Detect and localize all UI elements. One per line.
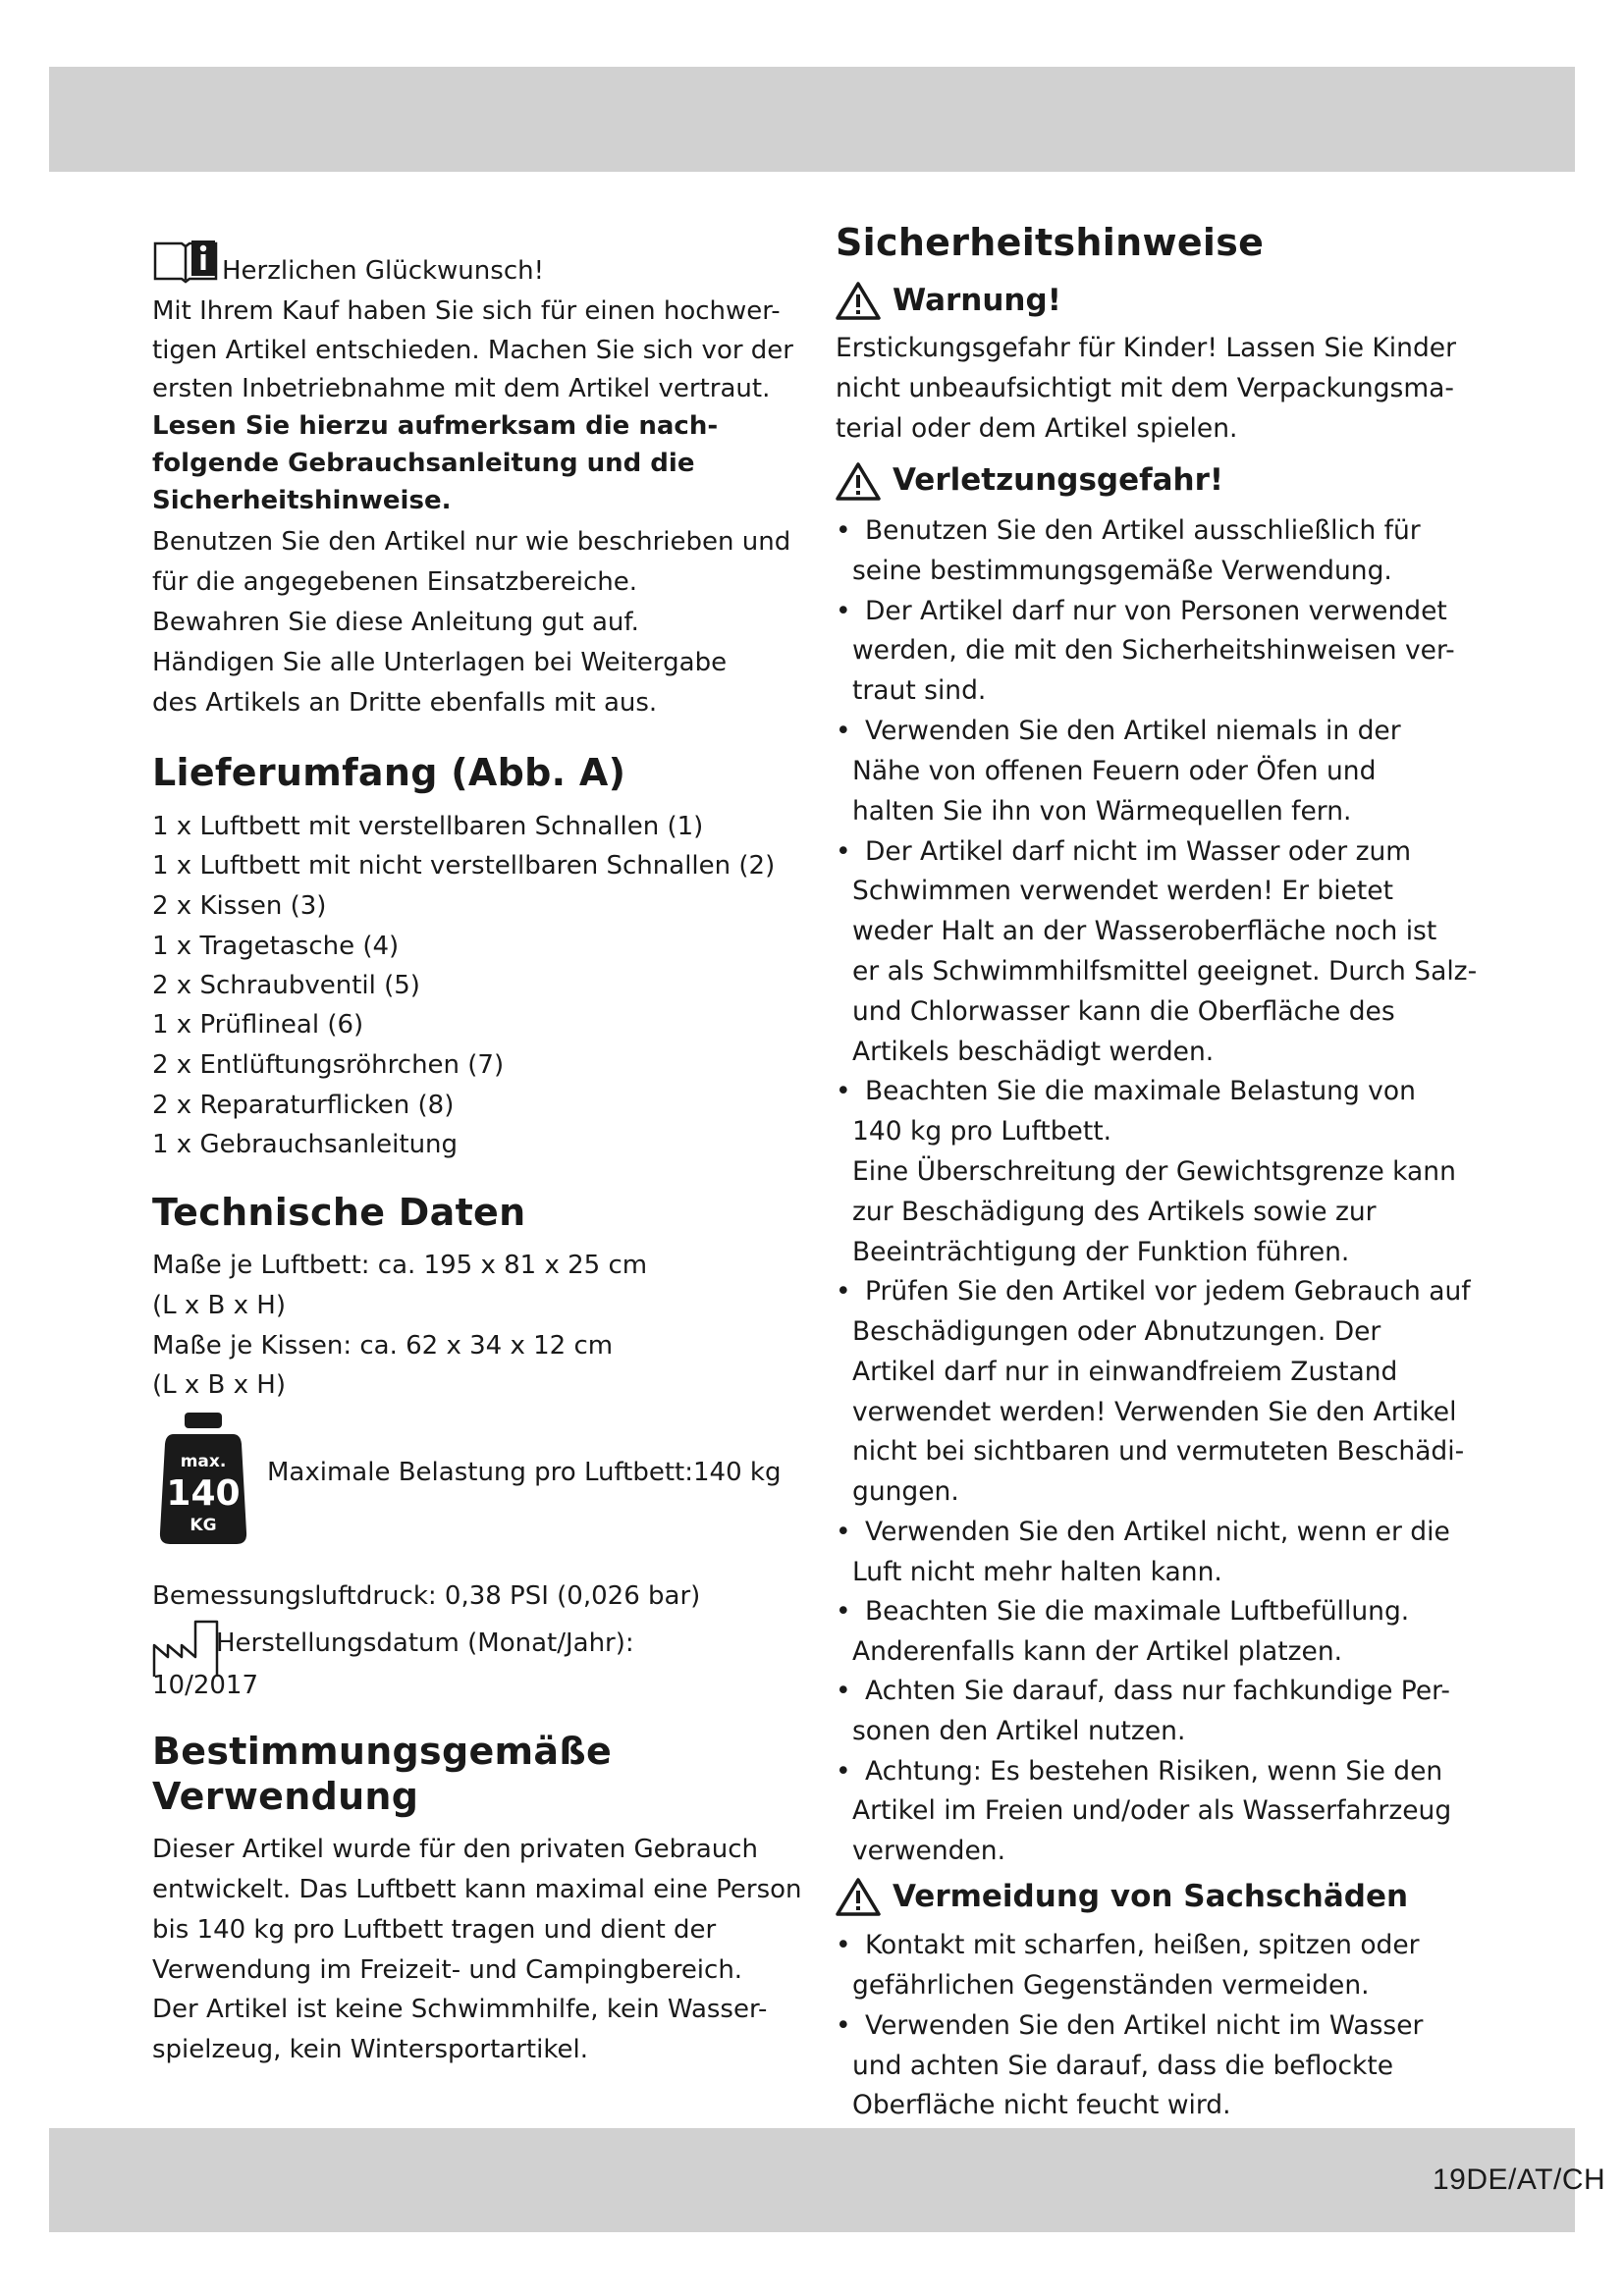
- scope-item: 1 x Tragetasche (4): [152, 932, 400, 961]
- tech-heading: Technische Daten: [152, 1191, 526, 1234]
- pressure: Bemessungsluftdruck: 0,38 PSI (0,026 bar): [152, 1581, 701, 1611]
- bullet-line: halten Sie ihn von Wärmequellen fern.: [852, 796, 1352, 827]
- bullet: •: [836, 1076, 851, 1106]
- bullet-line: Oberfläche nicht feucht wird.: [852, 2090, 1231, 2120]
- bullet-line: gefährlichen Gegenständen vermeiden.: [852, 1970, 1370, 2001]
- intro-line: Bewahren Sie diese Anleitung gut auf.: [152, 608, 639, 637]
- bullet-line: Beachten Sie die maximale Belastung von: [865, 1076, 1416, 1106]
- intro-bold-line: Lesen Sie hierzu aufmerksam die nach-: [152, 411, 719, 441]
- bullet-line: weder Halt an der Wasseroberfläche noch ist: [852, 916, 1437, 946]
- warning-line: nicht unbeaufsichtigt mit dem Verpackungsma-: [836, 373, 1454, 403]
- usage-line: bis 140 kg pro Luftbett tragen und dient der: [152, 1915, 717, 1945]
- weight-icon-unit: KG: [189, 1516, 217, 1535]
- bullet-line: zur Beschädigung des Artikels sowie zur: [852, 1197, 1377, 1227]
- bullet: •: [836, 1517, 851, 1547]
- bullet-line: Artikels beschädigt werden.: [852, 1037, 1215, 1067]
- bullet-line: Achtung: Es bestehen Risiken, wenn Sie den: [865, 1756, 1443, 1787]
- bullet-line: Luft nicht mehr halten kann.: [852, 1557, 1222, 1587]
- bullet-line: werden, die mit den Sicherheitshinweisen ver-: [852, 635, 1455, 666]
- bullet: •: [836, 716, 851, 746]
- bullet-line: er als Schwimmhilfsmittel geeignet. Durch Salz-: [852, 956, 1478, 987]
- usage-line: entwickelt. Das Luftbett kann maximal eine Person: [152, 1875, 802, 1904]
- warning-icon: [836, 281, 881, 320]
- bullet-line: verwenden.: [852, 1836, 1005, 1866]
- bullet-line: verwendet werden! Verwenden Sie den Artikel: [852, 1397, 1457, 1427]
- bullet-line: Anderenfalls kann der Artikel platzen.: [852, 1636, 1343, 1667]
- bullet-line: Beachten Sie die maximale Luftbefüllung.: [865, 1596, 1410, 1627]
- bullet: •: [836, 836, 851, 867]
- scope-item: 2 x Schraubventil (5): [152, 971, 420, 1000]
- scope-item: 2 x Entlüftungsröhrchen (7): [152, 1050, 505, 1080]
- intro-line: des Artikels an Dritte ebenfalls mit aus.: [152, 688, 658, 718]
- bullet-line: nicht bei sichtbaren und vermuteten Beschädi-: [852, 1436, 1465, 1467]
- bullet: •: [836, 515, 851, 546]
- bullet-line: Verwenden Sie den Artikel nicht, wenn er die: [865, 1517, 1450, 1547]
- usage-line: Der Artikel ist keine Schwimmhilfe, kein Wasser-: [152, 1995, 768, 2024]
- bullet-line: Artikel im Freien und/oder als Wasserfahrzeug: [852, 1795, 1452, 1826]
- tech-line: (L x B x H): [152, 1291, 286, 1320]
- warning-heading: Warnung!: [893, 283, 1061, 318]
- intro-line: ersten Inbetriebnahme mit dem Artikel vertraut.: [152, 374, 771, 403]
- damage-heading: Vermeidung von Sachschäden: [893, 1879, 1409, 1914]
- usage-line: Verwendung im Freizeit- und Campingbereich.: [152, 1955, 743, 1985]
- bullet-line: Eine Überschreitung der Gewichtsgrenze kann: [852, 1156, 1456, 1187]
- header-band: [49, 67, 1575, 172]
- weight-icon-value: 140: [166, 1473, 241, 1514]
- bullet-line: und achten Sie darauf, dass die beflockte: [852, 2051, 1394, 2081]
- tech-line: Maße je Luftbett: ca. 195 x 81 x 25 cm: [152, 1251, 648, 1280]
- safety-heading: Sicherheitshinweise: [836, 221, 1265, 264]
- bullet-line: Der Artikel darf nur von Personen verwendet: [865, 596, 1447, 626]
- intro-line: Mit Ihrem Kauf haben Sie sich für einen hochwer-: [152, 296, 781, 326]
- bullet-line: seine bestimmungsgemäße Verwendung.: [852, 556, 1392, 586]
- bullet-line: Kontakt mit scharfen, heißen, spitzen oder: [865, 1930, 1420, 1960]
- bullet: •: [836, 1276, 851, 1307]
- usage-line: Dieser Artikel wurde für den privaten Gebrauch: [152, 1835, 759, 1864]
- warning-line: terial oder dem Artikel spielen.: [836, 413, 1238, 444]
- scope-heading: Lieferumfang (Abb. A): [152, 751, 626, 794]
- warning-icon: [836, 1877, 881, 1916]
- intro-line: Händigen Sie alle Unterlagen bei Weitergabe: [152, 648, 728, 677]
- intro-bold-line: Sicherheitshinweise.: [152, 486, 452, 515]
- bullet-line: Der Artikel darf nicht im Wasser oder zum: [865, 836, 1412, 867]
- intro-line: tigen Artikel entschieden. Machen Sie sich vor der: [152, 336, 793, 365]
- intro-line: Benutzen Sie den Artikel nur wie beschrieben und: [152, 527, 791, 557]
- usage-heading: Verwendung: [152, 1775, 419, 1818]
- tech-line: (L x B x H): [152, 1370, 286, 1400]
- bullet-line: sonen den Artikel nutzen.: [852, 1716, 1186, 1746]
- weight-icon: [158, 1411, 248, 1546]
- intro-bold-line: folgende Gebrauchsanleitung und die: [152, 449, 695, 478]
- injury-heading: Verletzungsgefahr!: [893, 462, 1224, 498]
- scope-item: 1 x Luftbett mit verstellbaren Schnallen (1): [152, 812, 704, 841]
- bullet: •: [836, 596, 851, 626]
- warning-icon: [836, 461, 881, 501]
- bullet-line: Beeinträchtigung der Funktion führen.: [852, 1237, 1350, 1267]
- bullet-line: 140 kg pro Luftbett.: [852, 1116, 1112, 1147]
- bullet: •: [836, 1756, 851, 1787]
- scope-item: 1 x Gebrauchsanleitung: [152, 1130, 459, 1159]
- manufacture-date: 10/2017: [152, 1671, 259, 1700]
- usage-line: spielzeug, kein Wintersportartikel.: [152, 2035, 588, 2064]
- warning-line: Erstickungsgefahr für Kinder! Lassen Sie Kinder: [836, 333, 1456, 363]
- footer-band: [49, 2128, 1606, 2232]
- scope-item: 1 x Luftbett mit nicht verstellbaren Schnallen (2): [152, 851, 776, 881]
- bullet-line: traut sind.: [852, 675, 987, 706]
- intro-line: für die angegebenen Einsatzbereiche.: [152, 567, 638, 597]
- bullet-line: Prüfen Sie den Artikel vor jedem Gebrauch auf: [865, 1276, 1471, 1307]
- scope-item: 1 x Prüflineal (6): [152, 1010, 364, 1040]
- weight-icon-top: max.: [180, 1452, 227, 1471]
- bullet-line: Nähe von offenen Feuern oder Öfen und: [852, 756, 1377, 786]
- max-load: Maximale Belastung pro Luftbett:140 kg: [267, 1458, 782, 1487]
- bullet-line: Schwimmen verwendet werden! Er bietet: [852, 876, 1393, 906]
- read-manual-icon: [152, 238, 219, 283]
- bullet-line: Achten Sie darauf, dass nur fachkundige Per-: [865, 1676, 1450, 1706]
- scope-item: 2 x Kissen (3): [152, 891, 327, 921]
- bullet: •: [836, 2010, 851, 2041]
- bullet: •: [836, 1930, 851, 1960]
- bullet-line: gungen.: [852, 1476, 959, 1507]
- bullet-line: Benutzen Sie den Artikel ausschließlich für: [865, 515, 1421, 546]
- bullet-line: Beschädigungen oder Abnutzungen. Der: [852, 1316, 1381, 1347]
- bullet-line: und Chlorwasser kann die Oberfläche des: [852, 996, 1395, 1027]
- bullet: •: [836, 1596, 851, 1627]
- bullet: •: [836, 1676, 851, 1706]
- bullet-line: Verwenden Sie den Artikel nicht im Wasser: [865, 2010, 1424, 2041]
- bullet-line: Verwenden Sie den Artikel niemals in der: [865, 716, 1401, 746]
- bullet-line: Artikel darf nur in einwandfreiem Zustand: [852, 1357, 1398, 1387]
- scope-item: 2 x Reparaturflicken (8): [152, 1091, 455, 1120]
- intro-heading: Herzlichen Glückwunsch!: [222, 256, 545, 286]
- usage-heading: Bestimmungsgemäße: [152, 1730, 613, 1773]
- manufacture-label: Herstellungsdatum (Monat/Jahr):: [216, 1629, 634, 1658]
- page-number: 19DE/AT/CH: [1433, 2163, 1606, 2196]
- tech-line: Maße je Kissen: ca. 62 x 34 x 12 cm: [152, 1331, 614, 1361]
